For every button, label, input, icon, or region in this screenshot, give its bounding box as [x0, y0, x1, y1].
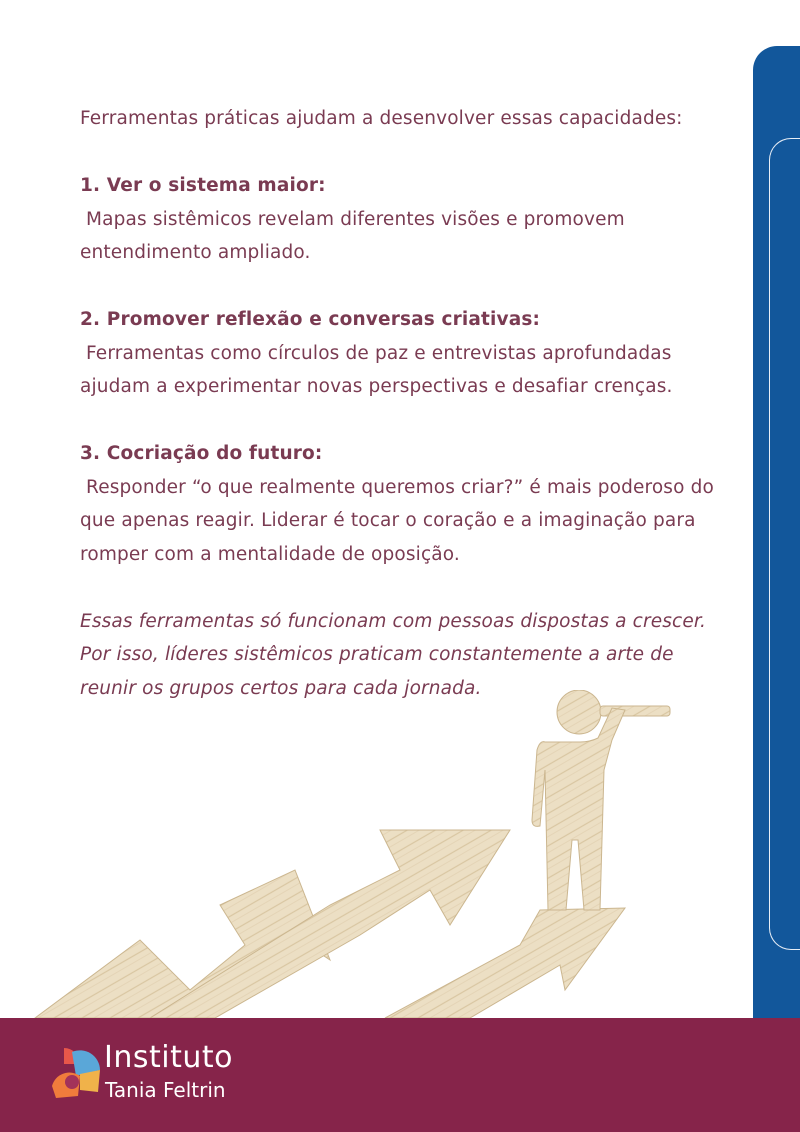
item-heading-1: 1. Ver o sistema maior: — [80, 175, 326, 196]
item-heading-3: 3. Cocriação do futuro: — [80, 443, 323, 464]
logo-mark-icon — [50, 1046, 102, 1100]
footer-bar — [0, 1018, 800, 1132]
main-content — [80, 102, 720, 705]
person-with-telescope-icon — [532, 690, 670, 910]
rising-arrow-icon — [385, 908, 625, 1018]
item-heading-2: 2. Promover reflexão e conversas criativas: — [80, 309, 541, 330]
closing-text: Essas ferramentas só funcionam com pessoas dispostas a crescer. Por isso, líderes sistêmicos praticam constantemente a arte de reunir os grupos certos para cada jornada. — [80, 610, 707, 699]
side-tab-outline — [769, 138, 800, 950]
item-body-3: Responder “o que realmente queremos criar?” é mais poderoso do que apenas reagir. Liderar é tocar o coração e a imaginação para romper com a mentalidade de oposição. — [80, 476, 720, 565]
growth-illustration — [0, 690, 760, 1020]
intro-text: Ferramentas práticas ajudam a desenvolver essas capacidades: — [80, 108, 683, 129]
item-body-1: Mapas sistêmicos revelam diferentes visões e promovem entendimento ampliado. — [80, 208, 631, 263]
item-body-2: Ferramentas como círculos de paz e entrevistas aprofundadas ajudam a experimentar novas perspectivas e desafiar crenças. — [80, 342, 678, 397]
brand-name-line1: Instituto — [104, 1040, 233, 1075]
brand-name-line2: Tania Feltrin — [105, 1078, 226, 1102]
